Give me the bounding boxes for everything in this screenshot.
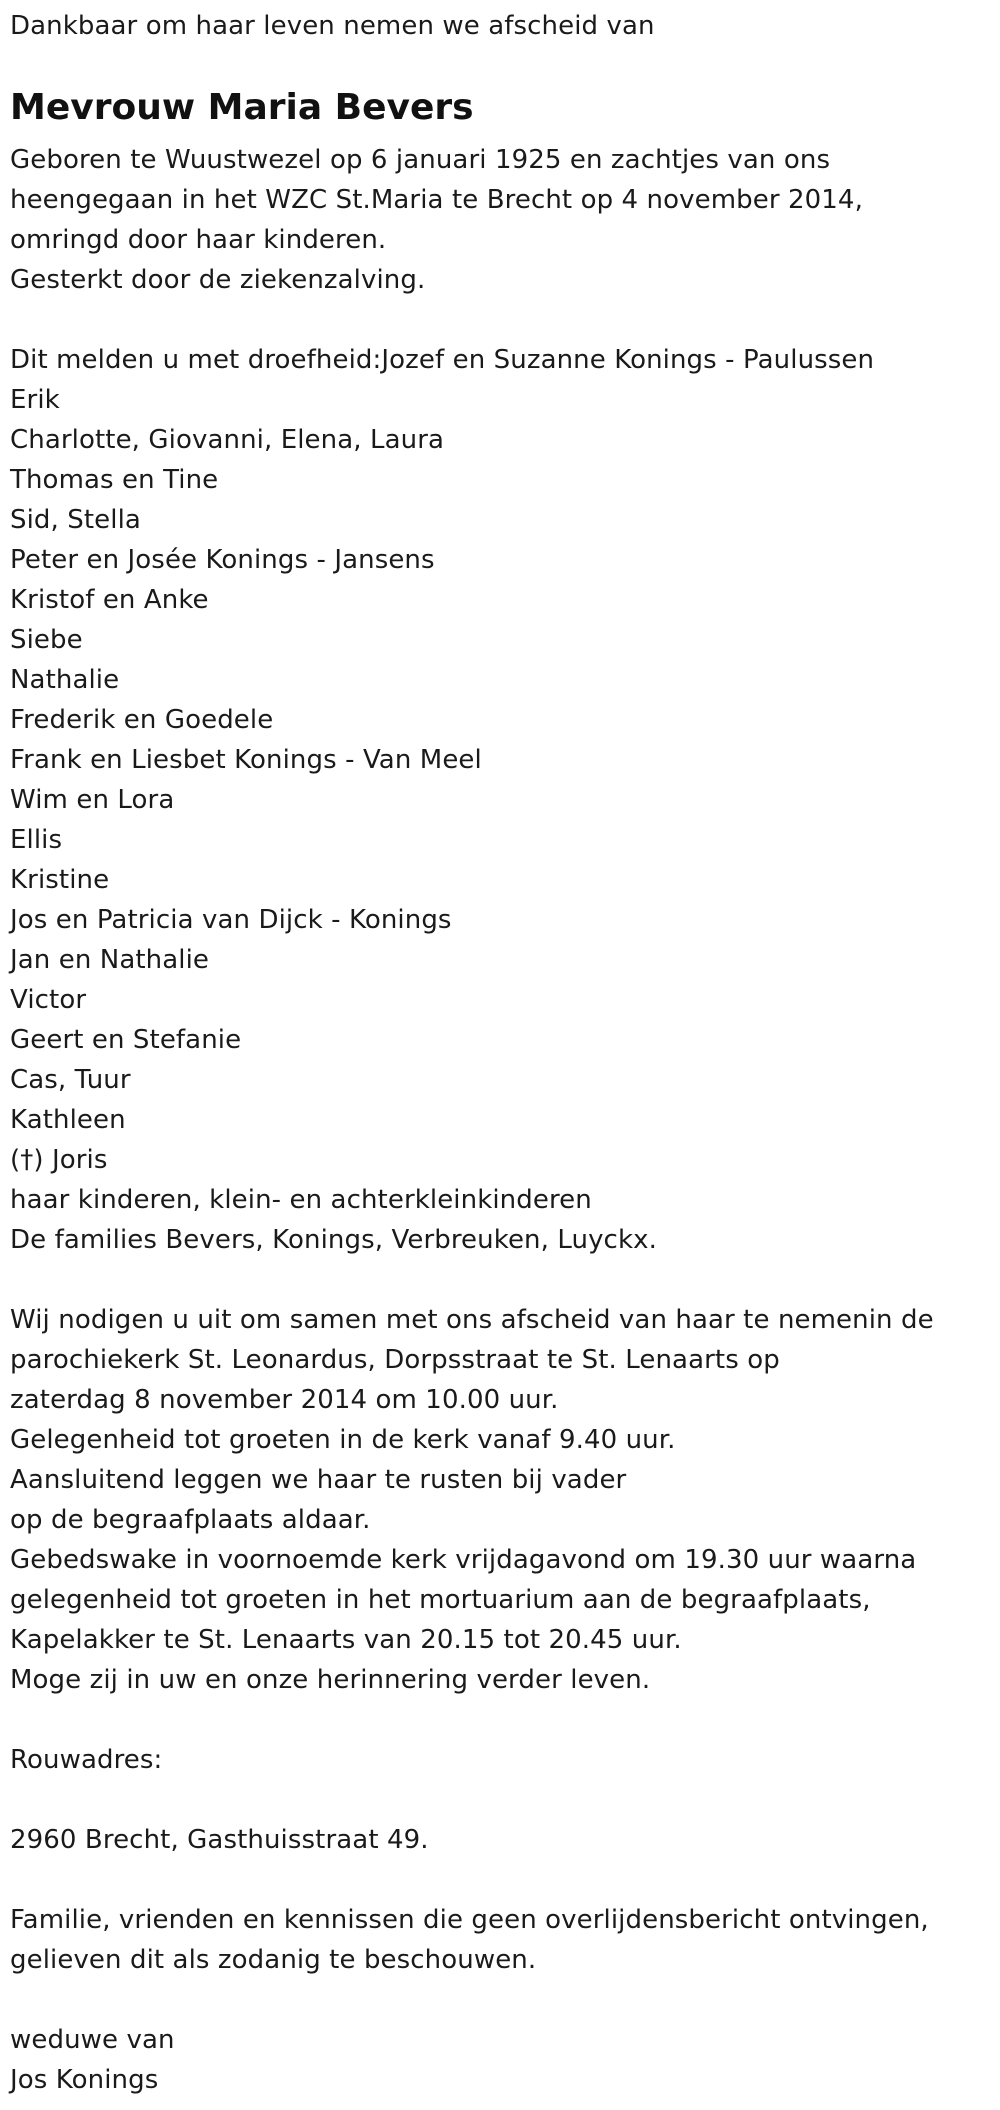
family-line: Frederik en Goedele bbox=[10, 705, 274, 735]
family-line: Charlotte, Giovanni, Elena, Laura bbox=[10, 425, 445, 455]
family-line: Jan en Nathalie bbox=[10, 945, 210, 975]
notice-section bbox=[10, 1900, 990, 1980]
obituary-document bbox=[10, 0, 990, 2100]
spacer bbox=[10, 300, 990, 340]
notice-line: Familie, vrienden en kennissen die geen overlijdensbericht ontvingen, bbox=[10, 1905, 929, 1935]
family-line: Ellis bbox=[10, 825, 63, 855]
family-line: Kristine bbox=[10, 865, 110, 895]
ceremony-line: zaterdag 8 november 2014 om 10.00 uur. bbox=[10, 1385, 559, 1415]
spacer bbox=[10, 1980, 990, 2020]
birth-line: heengegaan in het WZC St.Maria te Brecht op 4 november 2014, bbox=[10, 185, 863, 215]
widow-line: Jos Konings bbox=[10, 2065, 159, 2095]
ceremony-line: Moge zij in uw en onze herinnering verder leven. bbox=[10, 1665, 651, 1695]
intro-text: Dankbaar om haar leven nemen we afscheid van bbox=[10, 11, 655, 41]
family-line: Cas, Tuur bbox=[10, 1065, 131, 1095]
spacer bbox=[10, 1260, 990, 1300]
family-line: Jos en Patricia van Dijck - Konings bbox=[10, 905, 452, 935]
birth-section bbox=[10, 140, 990, 300]
family-line: Victor bbox=[10, 985, 87, 1015]
ceremony-line: Gebedswake in voornoemde kerk vrijdagavond om 19.30 uur waarna bbox=[10, 1545, 917, 1575]
family-line: haar kinderen, klein- en achterkleinkinderen bbox=[10, 1185, 592, 1215]
family-line: Nathalie bbox=[10, 665, 120, 695]
family-line: Frank en Liesbet Konings - Van Meel bbox=[10, 745, 482, 775]
ceremony-line: Gelegenheid tot groeten in de kerk vanaf 9.40 uur. bbox=[10, 1425, 676, 1455]
family-line: Thomas en Tine bbox=[10, 465, 219, 495]
widow-section bbox=[10, 2020, 990, 2100]
deceased-name: Mevrouw Maria Bevers bbox=[10, 87, 474, 128]
ceremony-line: Kapelakker te St. Lenaarts van 20.15 tot 20.45 uur. bbox=[10, 1625, 682, 1655]
spacer bbox=[10, 1780, 990, 1820]
ceremony-line: Aansluitend leggen we haar te rusten bij vader bbox=[10, 1465, 627, 1495]
address-label: Rouwadres: bbox=[10, 1745, 163, 1775]
birth-line: Gesterkt door de ziekenzalving. bbox=[10, 265, 426, 295]
spacer bbox=[10, 1700, 990, 1740]
ceremony-section bbox=[10, 1300, 990, 1700]
family-line: Kathleen bbox=[10, 1105, 126, 1135]
family-line: Erik bbox=[10, 385, 60, 415]
ceremony-line: gelegenheid tot groeten in het mortuarium aan de begraafplaats, bbox=[10, 1585, 871, 1615]
birth-line: omringd door haar kinderen. bbox=[10, 225, 387, 255]
ceremony-line: parochiekerk St. Leonardus, Dorpsstraat te St. Lenaarts op bbox=[10, 1345, 780, 1375]
family-line: Geert en Stefanie bbox=[10, 1025, 242, 1055]
family-line: Wim en Lora bbox=[10, 785, 175, 815]
family-line-deceased-joris: (†) Joris bbox=[10, 1145, 108, 1175]
notice-line: gelieven dit als zodanig te beschouwen. bbox=[10, 1945, 537, 1975]
family-line: De families Bevers, Konings, Verbreuken, Luyckx. bbox=[10, 1225, 657, 1255]
widow-line: weduwe van bbox=[10, 2025, 175, 2055]
family-line: Sid, Stella bbox=[10, 505, 141, 535]
family-section bbox=[10, 340, 990, 1260]
family-line: Siebe bbox=[10, 625, 83, 655]
birth-line: Geboren te Wuustwezel op 6 januari 1925 en zachtjes van ons bbox=[10, 145, 831, 175]
ceremony-line: Wij nodigen u uit om samen met ons afscheid van haar te nemenin de bbox=[10, 1305, 934, 1335]
family-line: Kristof en Anke bbox=[10, 585, 209, 615]
family-line: Dit melden u met droefheid:Jozef en Suzanne Konings - Paulussen bbox=[10, 345, 875, 375]
address-text: 2960 Brecht, Gasthuisstraat 49. bbox=[10, 1825, 429, 1855]
spacer bbox=[10, 1860, 990, 1900]
ceremony-line: op de begraafplaats aldaar. bbox=[10, 1505, 371, 1535]
family-line: Peter en Josée Konings - Jansens bbox=[10, 545, 435, 575]
